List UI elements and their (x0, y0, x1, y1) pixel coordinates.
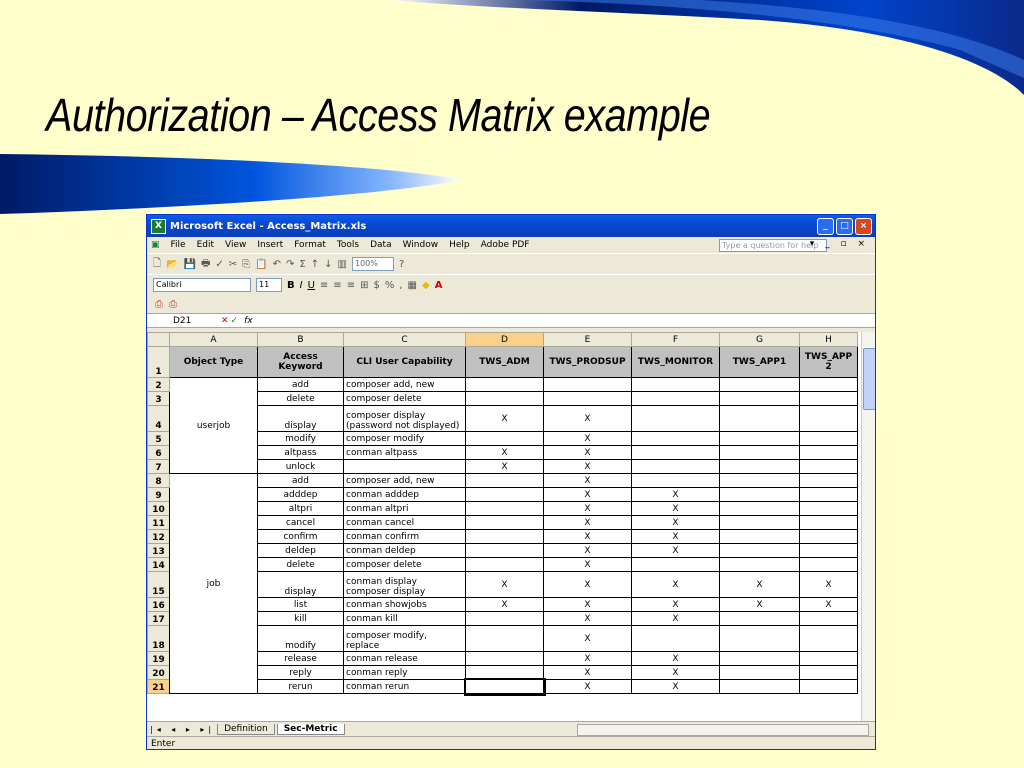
row-header[interactable]: 19 (148, 652, 170, 666)
permission-cell[interactable] (632, 626, 720, 652)
permission-cell[interactable]: X (632, 572, 720, 598)
permission-cell[interactable]: X (544, 406, 632, 432)
worksheet-grid (147, 332, 861, 721)
print-icon[interactable]: 🖶 (200, 257, 211, 269)
permission-cell[interactable] (720, 392, 800, 406)
permission-cell[interactable] (632, 558, 720, 572)
permission-cell[interactable] (466, 544, 544, 558)
access-keyword-cell[interactable]: delete (258, 558, 344, 572)
menu-view[interactable]: View (225, 240, 247, 250)
capability-cell[interactable]: conman release (344, 652, 466, 666)
permission-cell[interactable] (720, 406, 800, 432)
header-cell-tws-app2[interactable]: TWS_APP 2 (800, 347, 858, 378)
row-header[interactable]: 4 (148, 406, 170, 432)
sheet-tab-bar (147, 721, 875, 736)
row-header[interactable]: 9 (148, 488, 170, 502)
row-header[interactable]: 17 (148, 612, 170, 626)
permission-cell[interactable] (466, 666, 544, 680)
permission-cell[interactable]: X (466, 460, 544, 474)
header-cell-access-keyword[interactable]: Access Keyword (258, 347, 344, 378)
permission-cell[interactable]: X (632, 652, 720, 666)
permission-cell[interactable] (632, 406, 720, 432)
access-keyword-cell[interactable]: modify (258, 626, 344, 652)
permission-cell[interactable] (800, 652, 858, 666)
font-select[interactable]: Calibri (153, 278, 251, 292)
capability-cell[interactable]: conman kill (344, 612, 466, 626)
permission-cell[interactable] (800, 488, 858, 502)
permission-cell[interactable] (720, 432, 800, 446)
permission-cell[interactable] (466, 626, 544, 652)
permission-cell[interactable]: X (544, 680, 632, 694)
permission-cell[interactable]: X (544, 516, 632, 530)
access-keyword-cell[interactable]: release (258, 652, 344, 666)
zoom-select[interactable]: 100% (352, 257, 394, 271)
permission-cell[interactable]: X (632, 502, 720, 516)
help-question-input[interactable]: Type a question for help (719, 239, 827, 252)
menu-window[interactable]: Window (402, 240, 439, 250)
permission-cell[interactable] (466, 680, 544, 694)
row-header[interactable]: 16 (148, 598, 170, 612)
capability-cell[interactable]: composer delete (344, 392, 466, 406)
permission-cell[interactable] (720, 544, 800, 558)
permission-cell[interactable] (720, 652, 800, 666)
permission-cell[interactable] (800, 502, 858, 516)
spelling-icon[interactable]: ✓ (215, 258, 224, 270)
permission-cell[interactable] (720, 502, 800, 516)
merge-center-icon[interactable]: ⊞ (360, 279, 369, 291)
permission-cell[interactable] (466, 432, 544, 446)
permission-cell[interactable] (800, 460, 858, 474)
permission-cell[interactable] (720, 378, 800, 392)
permission-cell[interactable] (466, 612, 544, 626)
menu-adobe-pdf[interactable]: Adobe PDF (480, 240, 530, 250)
enter-entry-icon[interactable]: ✓ (230, 315, 239, 326)
align-center-icon[interactable]: ≡ (333, 279, 342, 291)
insert-function-icon[interactable]: fx (244, 315, 253, 326)
permission-cell[interactable] (544, 378, 632, 392)
row-header[interactable]: 3 (148, 392, 170, 406)
redo-icon[interactable]: ↷ (286, 258, 295, 270)
fill-color-icon[interactable]: ◆ (422, 279, 430, 291)
capability-cell[interactable]: conman altpass (344, 446, 466, 460)
permission-cell[interactable]: X (466, 406, 544, 432)
permission-cell[interactable]: X (632, 680, 720, 694)
help-icon[interactable]: ? (398, 258, 405, 270)
permission-cell[interactable]: X (544, 652, 632, 666)
permission-cell[interactable] (800, 612, 858, 626)
object-type-cell[interactable]: job (170, 474, 258, 694)
excel-icon: X (151, 219, 166, 234)
permission-cell[interactable] (800, 666, 858, 680)
formula-bar (147, 313, 875, 328)
permission-cell[interactable] (800, 406, 858, 432)
access-keyword-cell[interactable]: add (258, 474, 344, 488)
align-left-icon[interactable]: ≡ (319, 279, 329, 291)
row-header[interactable]: 12 (148, 530, 170, 544)
row-header[interactable]: 10 (148, 502, 170, 516)
undo-icon[interactable]: ↶ (272, 258, 282, 270)
percent-icon[interactable]: % (384, 279, 395, 291)
permission-cell[interactable] (632, 460, 720, 474)
access-keyword-cell[interactable]: altpri (258, 502, 344, 516)
capability-cell[interactable]: composer delete (344, 558, 466, 572)
permission-cell[interactable]: X (632, 530, 720, 544)
tab-definition[interactable]: Definition (217, 724, 275, 735)
paste-icon[interactable]: 📋 (255, 258, 268, 270)
capability-cell[interactable]: composer add, new (344, 474, 466, 488)
permission-cell[interactable]: X (632, 598, 720, 612)
access-keyword-cell[interactable]: kill (258, 612, 344, 626)
permission-cell[interactable]: X (466, 572, 544, 598)
permission-cell[interactable]: X (544, 544, 632, 558)
excel-window (146, 214, 876, 750)
copy-icon[interactable]: ⎘ (242, 258, 251, 270)
row-header[interactable]: 15 (148, 572, 170, 598)
capability-cell[interactable]: conman confirm (344, 530, 466, 544)
permission-cell[interactable] (466, 378, 544, 392)
access-keyword-cell[interactable]: cancel (258, 516, 344, 530)
chart-icon[interactable]: ▥ (337, 258, 347, 270)
autosum-icon[interactable]: Σ (299, 258, 306, 270)
align-right-icon[interactable]: ≡ (346, 279, 356, 291)
menu-edit[interactable]: Edit (196, 240, 215, 250)
permission-cell[interactable] (800, 378, 858, 392)
permission-cell[interactable]: X (544, 530, 632, 544)
table-row (148, 474, 858, 488)
access-keyword-cell[interactable]: reply (258, 666, 344, 680)
permission-cell[interactable] (800, 626, 858, 652)
status-bar: Enter (147, 736, 876, 750)
menu-tools[interactable]: Tools (336, 240, 360, 250)
row-header[interactable]: 20 (148, 666, 170, 680)
permission-cell[interactable]: X (544, 446, 632, 460)
capability-cell[interactable]: composer modify (344, 432, 466, 446)
menu-format[interactable]: Format (294, 240, 326, 250)
menu-file[interactable]: File (170, 240, 186, 250)
permission-cell[interactable]: X (632, 516, 720, 530)
workbook-window-controls[interactable]: ▾ _ ▫ × (809, 239, 869, 249)
permission-cell[interactable] (632, 474, 720, 488)
capability-cell[interactable]: conman display composer display (344, 572, 466, 598)
permission-cell[interactable] (800, 474, 858, 488)
permission-cell[interactable]: X (800, 598, 858, 612)
permission-cell[interactable] (466, 488, 544, 502)
row-header[interactable]: 5 (148, 432, 170, 446)
permission-cell[interactable] (720, 474, 800, 488)
access-keyword-cell[interactable]: confirm (258, 530, 344, 544)
permission-cell[interactable] (466, 474, 544, 488)
column-header-row (148, 333, 858, 347)
row-header[interactable]: 7 (148, 460, 170, 474)
permission-cell[interactable] (800, 544, 858, 558)
capability-cell[interactable]: conman deldep (344, 544, 466, 558)
permission-cell[interactable] (720, 680, 800, 694)
permission-cell[interactable]: X (544, 558, 632, 572)
save-icon[interactable]: 💾 (183, 258, 196, 270)
menu-insert[interactable]: Insert (257, 240, 284, 250)
permission-cell[interactable]: X (544, 666, 632, 680)
permission-cell[interactable]: X (544, 488, 632, 502)
permission-cell[interactable]: X (466, 446, 544, 460)
access-keyword-cell[interactable]: modify (258, 432, 344, 446)
permission-cell[interactable]: X (544, 460, 632, 474)
currency-icon[interactable]: $ (373, 279, 380, 291)
spreadsheet-table (147, 332, 858, 694)
sort-descending-icon[interactable]: ↓ (324, 258, 333, 270)
font-color-icon[interactable]: A (434, 279, 443, 291)
permission-cell[interactable] (800, 516, 858, 530)
permission-cell[interactable]: X (544, 474, 632, 488)
column-header[interactable]: F (632, 333, 720, 347)
row-header[interactable]: 14 (148, 558, 170, 572)
capability-cell[interactable]: conman cancel (344, 516, 466, 530)
permission-cell[interactable]: X (544, 612, 632, 626)
permission-cell[interactable] (720, 612, 800, 626)
permission-cell[interactable] (466, 392, 544, 406)
permission-cell[interactable] (720, 488, 800, 502)
permission-cell[interactable] (800, 446, 858, 460)
permission-cell[interactable] (720, 666, 800, 680)
window-title: Microsoft Excel - Access_Matrix.xls (170, 220, 367, 232)
header-cell-tws-monitor[interactable]: TWS_MONITOR (632, 347, 720, 378)
tab-sec-metric[interactable]: Sec-Metric (277, 724, 345, 735)
row-header[interactable]: 6 (148, 446, 170, 460)
permission-cell[interactable] (632, 378, 720, 392)
maximize-button[interactable]: □ (836, 218, 853, 235)
column-header[interactable]: C (344, 333, 466, 347)
permission-cell[interactable]: X (720, 572, 800, 598)
access-keyword-cell[interactable]: altpass (258, 446, 344, 460)
row-header[interactable]: 13 (148, 544, 170, 558)
decorative-swoosh-left (0, 150, 470, 220)
row-header[interactable]: 1 (148, 347, 170, 378)
row-header[interactable]: 18 (148, 626, 170, 652)
permission-cell[interactable] (720, 516, 800, 530)
column-header[interactable]: G (720, 333, 800, 347)
pdf-email-icon[interactable]: ⎙ (169, 298, 177, 310)
minimize-button[interactable]: _ (817, 218, 834, 235)
permission-cell[interactable]: X (544, 432, 632, 446)
capability-cell[interactable]: composer display (password not displayed) (344, 406, 466, 432)
access-keyword-cell[interactable]: display (258, 572, 344, 598)
permission-cell[interactable] (632, 446, 720, 460)
column-header[interactable]: D (466, 333, 544, 347)
access-keyword-cell[interactable]: unlock (258, 460, 344, 474)
permission-cell[interactable] (720, 626, 800, 652)
bold-icon[interactable]: B (287, 279, 295, 291)
name-box[interactable]: D21 (173, 315, 192, 326)
access-keyword-cell[interactable]: rerun (258, 680, 344, 694)
column-header[interactable]: E (544, 333, 632, 347)
header-cell-tws-adm[interactable]: TWS_ADM (466, 347, 544, 378)
permission-cell[interactable] (800, 432, 858, 446)
permission-cell[interactable]: X (632, 544, 720, 558)
permission-cell[interactable] (466, 558, 544, 572)
capability-cell[interactable]: conman showjobs (344, 598, 466, 612)
table-header-row (148, 347, 858, 378)
permission-cell[interactable] (720, 460, 800, 474)
close-button[interactable]: × (855, 218, 872, 235)
permission-cell[interactable] (466, 652, 544, 666)
capability-cell[interactable]: conman altpri (344, 502, 466, 516)
cut-icon[interactable]: ✂ (228, 258, 238, 270)
permission-cell[interactable] (466, 530, 544, 544)
permission-cell[interactable] (632, 432, 720, 446)
column-header[interactable]: A (170, 333, 258, 347)
horizontal-scrollbar[interactable] (577, 724, 869, 736)
tab-scroll-buttons[interactable]: |◂ ◂ ▸ ▸| (150, 724, 216, 734)
menubar (147, 237, 875, 253)
permission-cell[interactable] (800, 392, 858, 406)
sort-ascending-icon[interactable]: ↑ (310, 258, 320, 270)
access-keyword-cell[interactable]: delete (258, 392, 344, 406)
row-header[interactable]: 21 (148, 680, 170, 694)
object-type-cell[interactable]: userjob (170, 378, 258, 474)
header-cell-cli-capability[interactable]: CLI User Capability (344, 347, 466, 378)
access-keyword-cell[interactable]: list (258, 598, 344, 612)
permission-cell[interactable] (800, 680, 858, 694)
formatting-toolbar (147, 274, 875, 295)
capability-cell[interactable] (344, 460, 466, 474)
row-header[interactable]: 8 (148, 474, 170, 488)
select-all-corner[interactable] (148, 333, 170, 347)
capability-cell[interactable]: conman rerun (344, 680, 466, 694)
access-keyword-cell[interactable]: display (258, 406, 344, 432)
permission-cell[interactable] (632, 392, 720, 406)
permission-cell[interactable]: X (720, 598, 800, 612)
access-keyword-cell[interactable]: deldep (258, 544, 344, 558)
row-header[interactable]: 2 (148, 378, 170, 392)
menu-data[interactable]: Data (370, 240, 392, 250)
column-header[interactable]: B (258, 333, 344, 347)
permission-cell[interactable] (720, 530, 800, 544)
cancel-entry-icon[interactable]: ✕ (221, 315, 229, 326)
permission-cell[interactable]: X (544, 502, 632, 516)
new-icon[interactable]: 🗋 (153, 257, 162, 269)
borders-icon[interactable]: ▦ (407, 279, 417, 291)
permission-cell[interactable] (800, 530, 858, 544)
permission-cell[interactable] (800, 558, 858, 572)
capability-cell[interactable]: conman adddep (344, 488, 466, 502)
permission-cell[interactable]: X (800, 572, 858, 598)
permission-cell[interactable]: X (544, 626, 632, 652)
menu-help[interactable]: Help (449, 240, 470, 250)
permission-cell[interactable]: X (544, 598, 632, 612)
window-titlebar[interactable] (147, 215, 875, 237)
permission-cell[interactable] (720, 446, 800, 460)
permission-cell[interactable]: X (632, 488, 720, 502)
permission-cell[interactable] (466, 516, 544, 530)
capability-cell[interactable]: composer add, new (344, 378, 466, 392)
workbook-icon[interactable]: ▣ (151, 240, 160, 250)
row-header[interactable]: 11 (148, 516, 170, 530)
permission-cell[interactable]: X (544, 572, 632, 598)
table-row (148, 378, 858, 392)
convert-to-pdf-icon[interactable]: ⎙ (155, 298, 163, 310)
comma-icon[interactable]: , (399, 279, 403, 291)
permission-cell[interactable]: X (632, 666, 720, 680)
font-size-select[interactable]: 11 (256, 278, 282, 292)
vertical-scroll-thumb[interactable] (863, 348, 876, 410)
permission-cell[interactable]: X (466, 598, 544, 612)
header-cell-tws-prodsup[interactable]: TWS_PRODSUP (544, 347, 632, 378)
access-keyword-cell[interactable]: adddep (258, 488, 344, 502)
header-cell-tws-app1[interactable]: TWS_APP1 (720, 347, 800, 378)
permission-cell[interactable] (466, 502, 544, 516)
italic-icon[interactable]: I (299, 279, 303, 291)
access-keyword-cell[interactable]: add (258, 378, 344, 392)
open-icon[interactable]: 📂 (166, 258, 179, 270)
pdf-toolbar (147, 295, 875, 313)
standard-toolbar (147, 253, 875, 274)
capability-cell[interactable]: composer modify, replace (344, 626, 466, 652)
capability-cell[interactable]: conman reply (344, 666, 466, 680)
permission-cell[interactable] (544, 392, 632, 406)
vertical-scrollbar[interactable] (861, 332, 876, 721)
underline-icon[interactable]: U (307, 279, 315, 291)
header-cell-object-type[interactable]: Object Type (170, 347, 258, 378)
column-header[interactable]: H (800, 333, 858, 347)
slide-title: Authorization – Access Matrix example (46, 89, 711, 141)
permission-cell[interactable]: X (632, 612, 720, 626)
permission-cell[interactable] (720, 558, 800, 572)
